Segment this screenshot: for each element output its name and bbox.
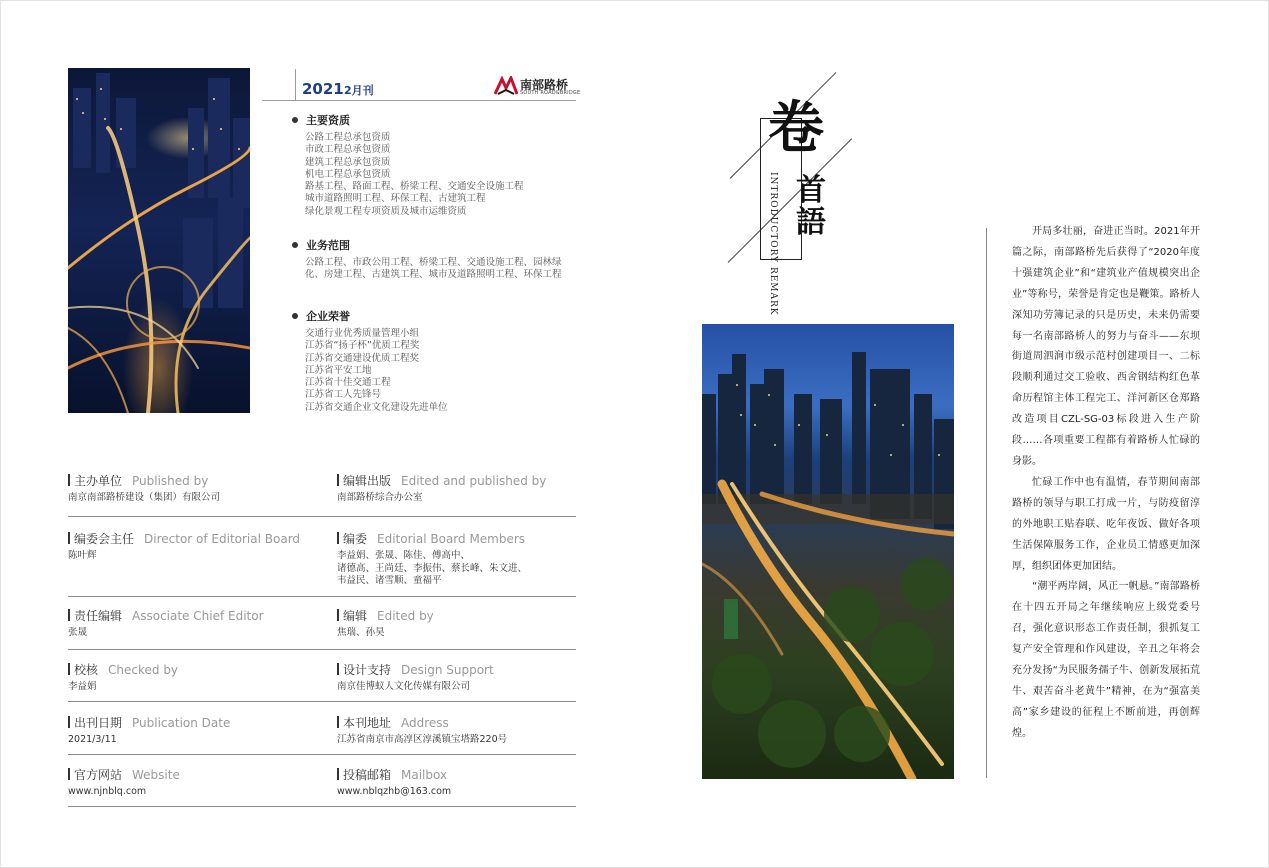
list-item: 路基工程、路面工程、桥梁工程、交通安全设施工程 — [305, 181, 524, 193]
credit-label-cn: 编辑出版 — [343, 474, 392, 488]
issue-month: 2月刊 — [344, 84, 374, 97]
list-item: 江苏省交通企业文化建设先进单位 — [305, 401, 448, 413]
label-bar — [68, 474, 70, 486]
list-item: 江苏省平安工地 — [305, 364, 372, 376]
credit-label-en: Edited and published by — [401, 474, 547, 488]
credit-board-members — [337, 530, 527, 588]
title-char-juan: 卷 — [768, 95, 824, 161]
website-link[interactable]: www.njnblq.com — [68, 786, 147, 797]
credit-value: 南京南部路桥建设（集团）有限公司 — [68, 492, 221, 503]
section-title: 主要资质 — [306, 114, 350, 127]
credit-label-cn: 设计支持 — [343, 663, 392, 677]
label-bar — [337, 716, 339, 728]
skyline-highway-photo — [702, 324, 954, 779]
section-business-scope — [292, 237, 582, 282]
interchange-illustration — [68, 68, 250, 413]
divider — [68, 806, 576, 807]
label-bar — [68, 663, 70, 675]
credit-value: 李益娟 — [68, 681, 97, 692]
credit-label-cn: 编委会主任 — [74, 532, 135, 546]
logo-mark-icon — [494, 76, 518, 96]
body-divider — [986, 228, 987, 778]
credit-label-cn: 主办单位 — [74, 474, 123, 488]
title-char-shou: 首 — [796, 173, 826, 208]
credit-value: 张晟 — [68, 627, 88, 638]
label-bar — [68, 716, 70, 728]
credit-mailbox — [337, 766, 451, 799]
paragraph: “潮平两岸阔，风正一帆悬。”南部路桥在十四五开局之年继续响应上级党委号召，强化意识形态工作责任制，狠抓复工复产安全管理和作风建设，辛丑之年将会充分发扬“为民服务孺子牛、创新发展拓荒牛、艰苦奋斗老黄牛”精神，在为“强富美高”家乡建设的征程上不断前进，再创辉煌。 — [1012, 581, 1200, 739]
paragraph: 忙碌工作中也有温情，春节期间南部路桥的领导与职工打成一片，与防疫留淳的外地职工贴春联、吃年夜饭、做好各项生活保障服务工作，企业员工情感更加深厚，组织团体更加团结。 — [1012, 476, 1200, 572]
credit-value: 南部路桥综合办公室 — [337, 492, 423, 503]
list-item: 江苏省交通建设优质工程奖 — [305, 352, 420, 364]
issue-year: 2021 — [302, 80, 344, 98]
credit-label-en: Published by — [132, 474, 209, 488]
company-logo — [494, 74, 581, 98]
label-bar — [337, 532, 339, 544]
credit-label-en: Address — [401, 716, 449, 730]
list-item: 江苏省十佳交通工程 — [305, 377, 391, 389]
credit-label-cn: 编委 — [343, 532, 368, 546]
credit-label-cn: 本刊地址 — [343, 716, 392, 730]
credit-value: 焦瑞、孙昊 — [337, 627, 385, 638]
list-item: 交通行业优秀质量管理小组 — [305, 328, 420, 339]
interchange-night-photo — [68, 68, 250, 413]
list-item: 市政工程总承包资质 — [305, 144, 391, 156]
mailbox-link[interactable]: www.nblqzhb@163.com — [337, 786, 452, 797]
logo-text-cn: 南部路桥 — [520, 78, 569, 92]
credit-label-cn: 责任编辑 — [74, 609, 123, 623]
label-bar — [337, 663, 339, 675]
credit-label-cn: 官方网站 — [74, 768, 123, 782]
credit-label-en: Publication Date — [132, 716, 231, 730]
credit-website — [68, 766, 180, 799]
board-member-line: 韦益民、诸雪顺、童福平 — [337, 575, 442, 586]
list-item: 绿化景观工程专项资质及城市运维资质 — [305, 205, 467, 217]
credit-label-en: Checked by — [108, 663, 179, 677]
label-bar — [337, 768, 339, 780]
credit-value: 陈叶辉 — [68, 550, 97, 561]
divider — [68, 754, 576, 755]
credit-label-en: Associate Chief Editor — [132, 609, 264, 623]
title-english: INTRODUCTORY REMARK — [768, 172, 778, 316]
bullet-icon — [292, 242, 298, 248]
header-rule — [262, 100, 576, 101]
credit-date — [68, 714, 230, 747]
label-bar — [68, 609, 70, 621]
list-item: 建筑工程总承包资质 — [305, 156, 391, 168]
divider — [68, 596, 576, 597]
credit-label-en: Edited by — [377, 609, 434, 623]
credit-design — [337, 661, 494, 694]
credit-label-cn: 出刊日期 — [74, 716, 123, 730]
credit-label-cn: 编辑 — [343, 609, 368, 623]
credit-value: 江苏省南京市高淳区淳溪镇宝塔路220号 — [337, 734, 508, 745]
section-title: 企业荣誉 — [306, 310, 350, 323]
list-item: 公路工程、市政公用工程、桥梁工程、交通设施工程、园林绿化、房建工程、古建筑工程、城市及道路照明工程、环保工程 — [305, 257, 562, 281]
section-qualifications — [292, 112, 582, 218]
divider — [68, 516, 576, 517]
list-item: 城市道路照明工程、环保工程、古建筑工程 — [305, 193, 486, 205]
credit-edited-by — [337, 607, 434, 640]
header-divider — [295, 69, 296, 101]
logo-text-en: SOUTH ROAD&BRIDGE — [520, 90, 581, 96]
bullet-icon — [292, 117, 298, 123]
divider — [68, 649, 576, 650]
list-item: 机电工程总承包资质 — [305, 168, 391, 180]
credit-publisher — [68, 472, 220, 505]
credit-edited-published — [337, 472, 546, 505]
section-honors — [292, 308, 582, 414]
label-bar — [68, 532, 70, 544]
credit-label-en: Director of Editorial Board — [144, 532, 301, 546]
credit-associate-editor — [68, 607, 264, 640]
credit-checked-by — [68, 661, 178, 694]
bullet-icon — [292, 313, 298, 319]
board-member-line: 李益娟、张晟、陈佳、傅高中、 — [337, 550, 471, 561]
label-bar — [337, 474, 339, 486]
divider — [68, 701, 576, 702]
credit-label-cn: 校核 — [74, 663, 99, 677]
skyline-illustration — [702, 324, 954, 779]
list-item: 江苏省工人先锋号 — [305, 389, 382, 401]
credit-label-en: Mailbox — [401, 768, 448, 782]
credit-label-en: Editorial Board Members — [377, 532, 526, 546]
title-char-yu: 語 — [796, 205, 826, 240]
label-bar — [68, 768, 70, 780]
label-bar — [337, 609, 339, 621]
credit-label-cn: 投稿邮箱 — [343, 768, 392, 782]
credit-value: 2021/3/11 — [68, 734, 117, 745]
board-member-line: 诸德高、王尚廷、李振伟、蔡长峰、朱文进、 — [337, 562, 528, 574]
paragraph: 开局多壮丽，奋进正当时。2021年开篇之际，南部路桥先后获得了“2020年度十强建筑企业”和“建筑业产值规模突出企业”等称号，荣誉是肯定也是鞭策。路桥人深知功劳簿记录的只是历史，未来仍需要每一名南部路桥人的努力与奋斗——东坝街道周泗涧市级示范村创建项目一、二标段顺利通过交工验收、西舍钢结构红色革命历程馆主体工程完工、洋河新区仓郑路改造项目CZL-SG-03标段进入生产阶段……各项重要工程都有着路桥人忙碌的身影。 — [1012, 226, 1200, 467]
credit-address — [337, 714, 507, 747]
list-item: 江苏省“扬子杯”优质工程奖 — [305, 340, 420, 352]
credit-label-en: Website — [132, 768, 180, 782]
list-item: 公路工程总承包资质 — [305, 132, 391, 143]
introductory-remark-text — [1012, 222, 1200, 745]
section-title: 业务范围 — [306, 239, 350, 252]
credit-value: 南京佳博蚁人文化传媒有限公司 — [337, 681, 471, 692]
credit-director — [68, 530, 300, 563]
credit-label-en: Design Support — [401, 663, 494, 677]
